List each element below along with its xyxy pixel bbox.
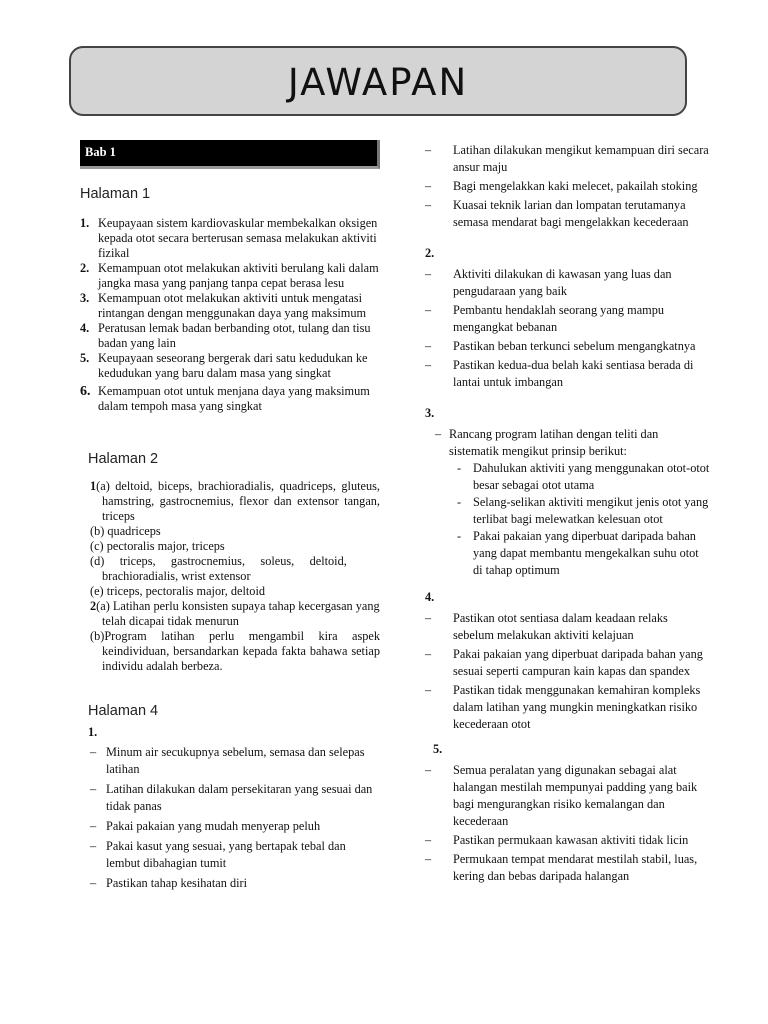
page-title: JAWAPAN bbox=[287, 61, 469, 104]
section-number-4: 4. bbox=[425, 590, 435, 604]
list-item: – Pakai pakaian yang diperbuat daripada bahan yang sesuai seperti campuran kain kapas dan spandex bbox=[425, 647, 703, 678]
list-item: – Semua peralatan yang digunakan sebagai alat halangan mestilah mempunyai padding yang baik bagi mengurangkan risiko kemalangan dan kecederaan bbox=[425, 763, 698, 828]
list-item: 1. Keupayaan sistem kardiovaskular membekalkan oksigen kepada otot secara berterusan semasa melakukan aktiviti fizikal bbox=[80, 216, 378, 260]
section-heading-halaman-2: Halaman 2 bbox=[88, 451, 159, 467]
answer-2b: (b)Program latihan perlu mengambil kira aspek keindividuan, bersandarkan kepada fakta bahawa setiap individu adalah berbeza. bbox=[90, 629, 380, 673]
answer-1d: (d) triceps, gastrocnemius, soleus, deltoid, brachioradialis, wrist extensor bbox=[90, 554, 350, 583]
list-item: – Pastikan beban terkunci sebelum mengangkatnya bbox=[425, 339, 696, 353]
chapter-bar: Bab 1 bbox=[80, 140, 380, 169]
list-item: – Aktiviti dilakukan di kawasan yang luas dan pengudaraan yang baik bbox=[425, 267, 672, 298]
list-item: 3. Kemampuan otot melakukan aktiviti untuk mengatasi rintangan dengan menggunakan daya yang maksimum bbox=[80, 291, 367, 320]
section-number: 1. bbox=[88, 725, 98, 739]
list-item: – Kuasai teknik larian dan lompatan terutamanya semasa mendarat bagi mengelakkan kecederaan bbox=[425, 198, 689, 229]
list-item: – Pastikan permukaan kawasan aktiviti tidak licin bbox=[425, 833, 689, 847]
answer-1b: (b) quadriceps bbox=[90, 524, 161, 538]
sub-item: - Pakai pakaian yang diperbuat daripada bahan yang dapat membantu mengekalkan suhu otot di tahap optimum bbox=[457, 529, 699, 577]
list-item: – Pastikan tidak menggunakan kemahiran kompleks dalam latihan yang mungkin meningkatkan risiko kecederaan otot bbox=[425, 683, 701, 731]
list-item: 4. Peratusan lemak badan berbanding otot, tulang dan tisu badan yang lain bbox=[80, 321, 371, 350]
list-item: – Latihan dilakukan dalam persekitaran yang sesuai dan tidak panas bbox=[90, 782, 373, 813]
list-item: – Pastikan otot sentiasa dalam keadaan relaks sebelum melakukan aktiviti kelajuan bbox=[425, 611, 668, 642]
list-item: 5. Keupayaan seseorang bergerak dari satu kedudukan ke kedudukan yang baru dalam masa yang singkat bbox=[80, 351, 368, 380]
list-item: 2. Kemampuan otot melakukan aktiviti berulang kali dalam jangka masa yang panjang tanpa cepat berasa lesu bbox=[80, 261, 379, 290]
left-column bbox=[80, 140, 380, 895]
section-heading-halaman-4: Halaman 4 bbox=[88, 703, 159, 719]
answer-1e: (e) triceps, pectoralis major, deltoid bbox=[90, 584, 266, 598]
list-item: – Pembantu hendaklah seorang yang mampu mengangkat bebanan bbox=[425, 303, 665, 334]
section-number-3: 3. bbox=[425, 406, 435, 420]
halaman-1-list bbox=[80, 216, 380, 414]
sub-item: - Selang-selikan aktiviti mengikut jenis otot yang terlibat bagi melewatkan kelesuan otot bbox=[457, 495, 709, 526]
halaman-4-content bbox=[80, 725, 380, 892]
list-item: – Permukaan tempat mendarat mestilah stabil, luas, kering dan bebas daripada halangan bbox=[425, 852, 698, 883]
list-item: – Rancang program latihan dengan teliti dan sistematik mengikut prinsip berikut: bbox=[435, 427, 659, 458]
list-item: – Pakai pakaian yang mudah menyerap peluh bbox=[90, 819, 321, 833]
right-column bbox=[425, 142, 710, 887]
list-item: – Pastikan kedua-dua belah kaki sentiasa berada di lantai untuk imbangan bbox=[425, 358, 694, 389]
section-number-5: 5. bbox=[433, 742, 443, 756]
list-item: – Pastikan tahap kesihatan diri bbox=[90, 876, 248, 890]
list-item: – Minum air secukupnya sebelum, semasa dan selepas latihan bbox=[90, 745, 365, 776]
list-item: – Latihan dilakukan mengikut kemampuan diri secara ansur maju bbox=[425, 143, 709, 174]
list-item: – Pakai kasut yang sesuai, yang bertapak tebal dan lembut dibahagian tumit bbox=[90, 839, 346, 870]
answer-2a: 2(a) Latihan perlu konsisten supaya tahap kecergasan yang telah dicapai tidak menurun bbox=[90, 599, 380, 628]
section-heading-halaman-1: Halaman 1 bbox=[80, 186, 151, 202]
halaman-2-content bbox=[80, 479, 380, 674]
title-banner bbox=[69, 46, 687, 116]
answer-1a: 1(a) deltoid, biceps, brachioradialis, quadriceps, gluteus, hamstring, gastrocnemius, flexor dan extensor tangan, triceps bbox=[90, 479, 380, 523]
answer-1c: (c) pectoralis major, triceps bbox=[90, 539, 225, 553]
section-number-2: 2. bbox=[425, 246, 435, 260]
list-item: 6. Kemampuan otot untuk menjana daya yang maksimum dalam tempoh masa yang singkat bbox=[80, 384, 370, 413]
list-item: – Bagi mengelakkan kaki melecet, pakailah stoking bbox=[425, 179, 698, 193]
sub-item: - Dahulukan aktiviti yang menggunakan otot-otot besar sebagai otot utama bbox=[457, 461, 710, 492]
